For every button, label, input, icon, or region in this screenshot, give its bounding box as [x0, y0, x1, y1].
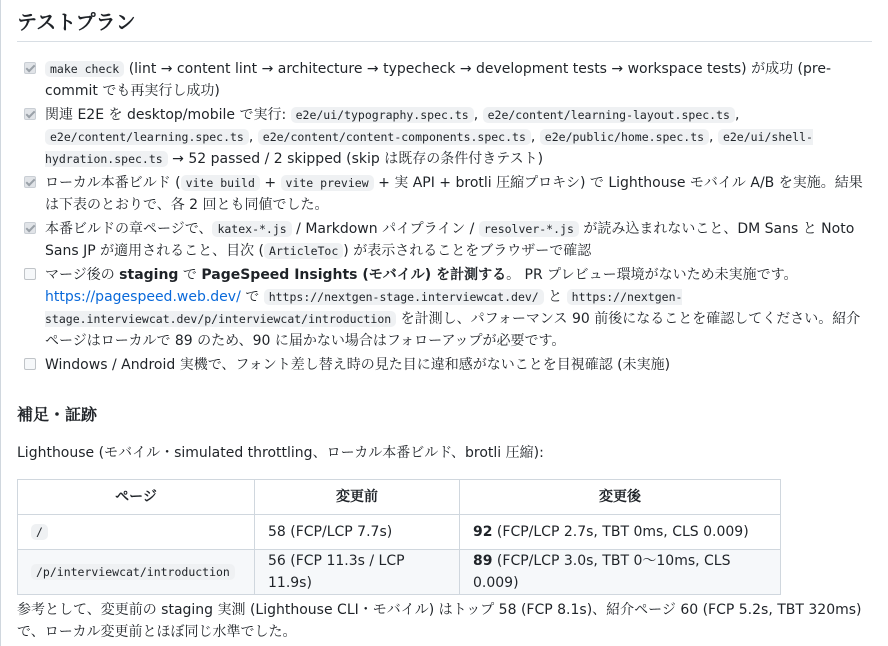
inline-code: vite preview	[281, 175, 374, 191]
task-text: 関連 E2E を desktop/mobile で実行:	[45, 107, 291, 123]
task-text: を計測し、パフォーマンス 90 前後になることを確認してください。紹介ページはローカルで 89 のため、90 に届かない場合はフォローアップが必要です。	[45, 311, 861, 349]
bold-text: staging	[119, 267, 179, 283]
task-list	[24, 58, 870, 378]
column-header-after: 変更後	[460, 480, 781, 515]
cell-after	[460, 550, 781, 595]
column-header-page: ページ	[18, 480, 255, 515]
task-text: と	[543, 289, 567, 305]
lighthouse-results-table	[17, 479, 781, 595]
inline-code: e2e/ui/shell-hydration.spec.ts	[45, 130, 813, 166]
inline-code: vite build	[181, 175, 260, 191]
task-item	[24, 58, 870, 102]
content-edge-border	[0, 0, 1, 646]
bold-text: PageSpeed Insights (モバイル) を計測する	[201, 267, 507, 283]
pagespeed-link[interactable]: https://pagespeed.web.dev/	[45, 289, 241, 305]
cell-before: 56 (FCP 11.3s / LCP 11.9s)	[255, 550, 460, 595]
task-text: 本番ビルドの章ページで、	[45, 221, 213, 237]
after-detail: (FCP/LCP 2.7s, TBT 0ms, CLS 0.009)	[492, 524, 749, 540]
staging-reference-note: 参考として、変更前の staging 実測 (Lighthouse CLI・モバイル) はトップ 58 (FCP 8.1s)、紹介ページ 60 (FCP 5.2s, TBT 320ms) で、ローカル変更前とほぼ同じ水準でした。	[17, 602, 862, 640]
task-text: マージ後の	[45, 267, 120, 283]
cell-before: 58 (FCP/LCP 7.7s)	[255, 515, 460, 550]
inline-code: ArticleToc	[264, 243, 343, 259]
task-text: Windows / Android 実機で、フォント差し替え時の見た目に違和感がないことを目視確認 (未実施)	[45, 357, 671, 373]
inline-code: resolver-*.js	[479, 221, 579, 237]
inline-code: e2e/content/content-components.spec.ts	[258, 129, 531, 145]
inline-code: e2e/content/learning.spec.ts	[45, 129, 249, 145]
table-row	[18, 550, 781, 595]
section-heading-test-plan: テストプラン	[17, 7, 872, 42]
task-checkbox-unchecked[interactable]	[24, 358, 36, 370]
task-text: ,	[248, 129, 258, 145]
inline-code: katex-*.js	[212, 221, 291, 237]
task-checkbox-checked[interactable]	[24, 62, 36, 74]
after-score: 89	[473, 553, 493, 569]
task-text: (lint → content lint → architecture → typecheck → development tests → workspace tests) が成功 (pre-commit でも再実行し成功)	[45, 61, 832, 99]
task-text: ローカル本番ビルド (	[45, 175, 181, 191]
task-item	[24, 354, 870, 376]
task-text: で	[240, 289, 264, 305]
task-text: / Markdown パイプライン /	[291, 221, 479, 237]
task-item	[24, 264, 870, 352]
page-path-code: /p/interviewcat/introduction	[31, 564, 235, 580]
task-text: ,	[734, 107, 740, 123]
cell-page	[18, 515, 255, 550]
column-header-before: 変更前	[255, 480, 460, 515]
inline-code: https://nextgen-stage.interviewcat.dev/p/interviewcat/introduction	[45, 290, 683, 326]
task-checkbox-checked[interactable]	[24, 176, 36, 188]
inline-code: e2e/ui/typography.spec.ts	[291, 107, 474, 123]
task-item	[24, 172, 870, 216]
table-header-row	[18, 480, 781, 515]
task-text: が読み込まれないこと、DM Sans と Noto Sans JP が適用されること、目次 (	[45, 221, 855, 259]
task-text: で	[178, 267, 202, 283]
lighthouse-intro-text: Lighthouse (モバイル・simulated throttling、ローカル本番ビルド、brotli 圧縮):	[17, 445, 544, 461]
inline-code: make check	[45, 61, 124, 77]
task-item	[24, 104, 870, 170]
task-text: ,	[473, 107, 483, 123]
table-row	[18, 515, 781, 550]
task-checkbox-checked[interactable]	[24, 222, 36, 234]
task-text: +	[259, 175, 281, 191]
inline-code: e2e/public/home.spec.ts	[540, 129, 709, 145]
task-text: ,	[709, 129, 718, 145]
inline-code: e2e/content/learning-layout.spec.ts	[483, 107, 735, 123]
after-score: 92	[473, 524, 493, 540]
task-text: ,	[530, 129, 540, 145]
after-detail: (FCP/LCP 3.0s, TBT 0〜10ms, CLS 0.009)	[473, 553, 731, 591]
inline-code: https://nextgen-stage.interviewcat.dev/	[264, 289, 544, 305]
task-item	[24, 218, 870, 262]
task-checkbox-checked[interactable]	[24, 108, 36, 120]
task-text: 。 PR プレビュー環境がないため未実施です。	[506, 267, 798, 283]
page-path-code: /	[31, 524, 48, 540]
cell-page	[18, 550, 255, 595]
task-text: + 実 API + brotli 圧縮プロキシ) で Lighthouse モバイル A/B を実施。結果は下表のとおりで、各 2 回とも同値でした。	[45, 175, 863, 213]
section-heading-evidence: 補足・証跡	[17, 405, 98, 424]
task-checkbox-unchecked[interactable]	[24, 268, 36, 280]
task-text: ) が表示されることをブラウザーで確認	[343, 243, 592, 259]
cell-after	[460, 515, 781, 550]
task-text: → 52 passed / 2 skipped (skip は既存の条件付きテスト)	[167, 151, 544, 167]
